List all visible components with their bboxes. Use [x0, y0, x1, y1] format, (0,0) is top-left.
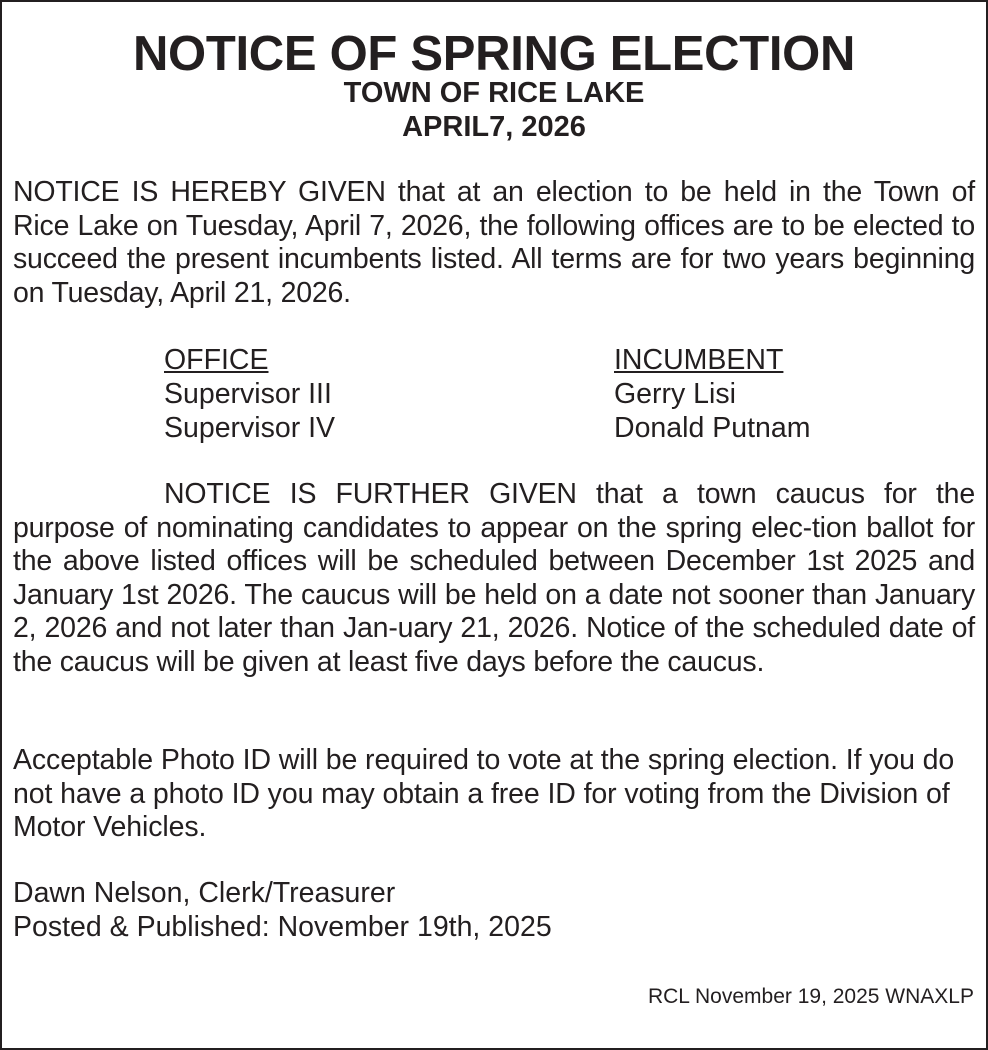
- clerk-signature: Dawn Nelson, Clerk/Treasurer: [13, 877, 396, 909]
- notice-paragraph-2: NOTICE IS FURTHER GIVEN that a town caucus for the purpose of nominating candidates to appear on the spring elec-tion ballot for the above listed offices will be scheduled between December 1st 2025 and January 1st 2026. The caucus will be held on a date not sooner than January 2, 2026 and not later than Jan-uary 21, 2026. Notice of the scheduled date of the caucus will be given at least five days before the caucus.: [13, 478, 975, 678]
- office-column: [164, 343, 335, 445]
- office-row-1: Supervisor III: [164, 378, 332, 410]
- notice-paragraph-1: NOTICE IS HEREBY GIVEN that at an election to be held in the Town of Rice Lake on Tuesday, April 7, 2026, the following offices are to be elected to succeed the present incumbents listed. All terms are for two years beginning on Tuesday, April 21, 2026.: [13, 176, 975, 309]
- incumbent-header: INCUMBENT: [614, 344, 784, 376]
- notice-date: APRIL7, 2026: [402, 111, 586, 143]
- office-row-2: Supervisor IV: [164, 412, 336, 444]
- notice-town: TOWN OF RICE LAKE: [343, 77, 645, 109]
- incumbent-row-2: Donald Putnam: [614, 412, 811, 444]
- incumbent-column: [614, 343, 810, 445]
- publication-code: RCL November 19, 2025 WNAXLP: [647, 985, 974, 1008]
- office-header: OFFICE: [164, 344, 269, 376]
- notice-title: NOTICE OF SPRING ELECTION: [132, 27, 856, 81]
- posted-date: Posted & Published: November 19th, 2025: [13, 911, 552, 943]
- notice-paragraph-3: Acceptable Photo ID will be required to vote at the spring election. If you do not have a photo ID you may obtain a free ID for voting from the Division of Motor Vehicles.: [13, 744, 955, 844]
- incumbent-row-1: Gerry Lisi: [614, 378, 736, 410]
